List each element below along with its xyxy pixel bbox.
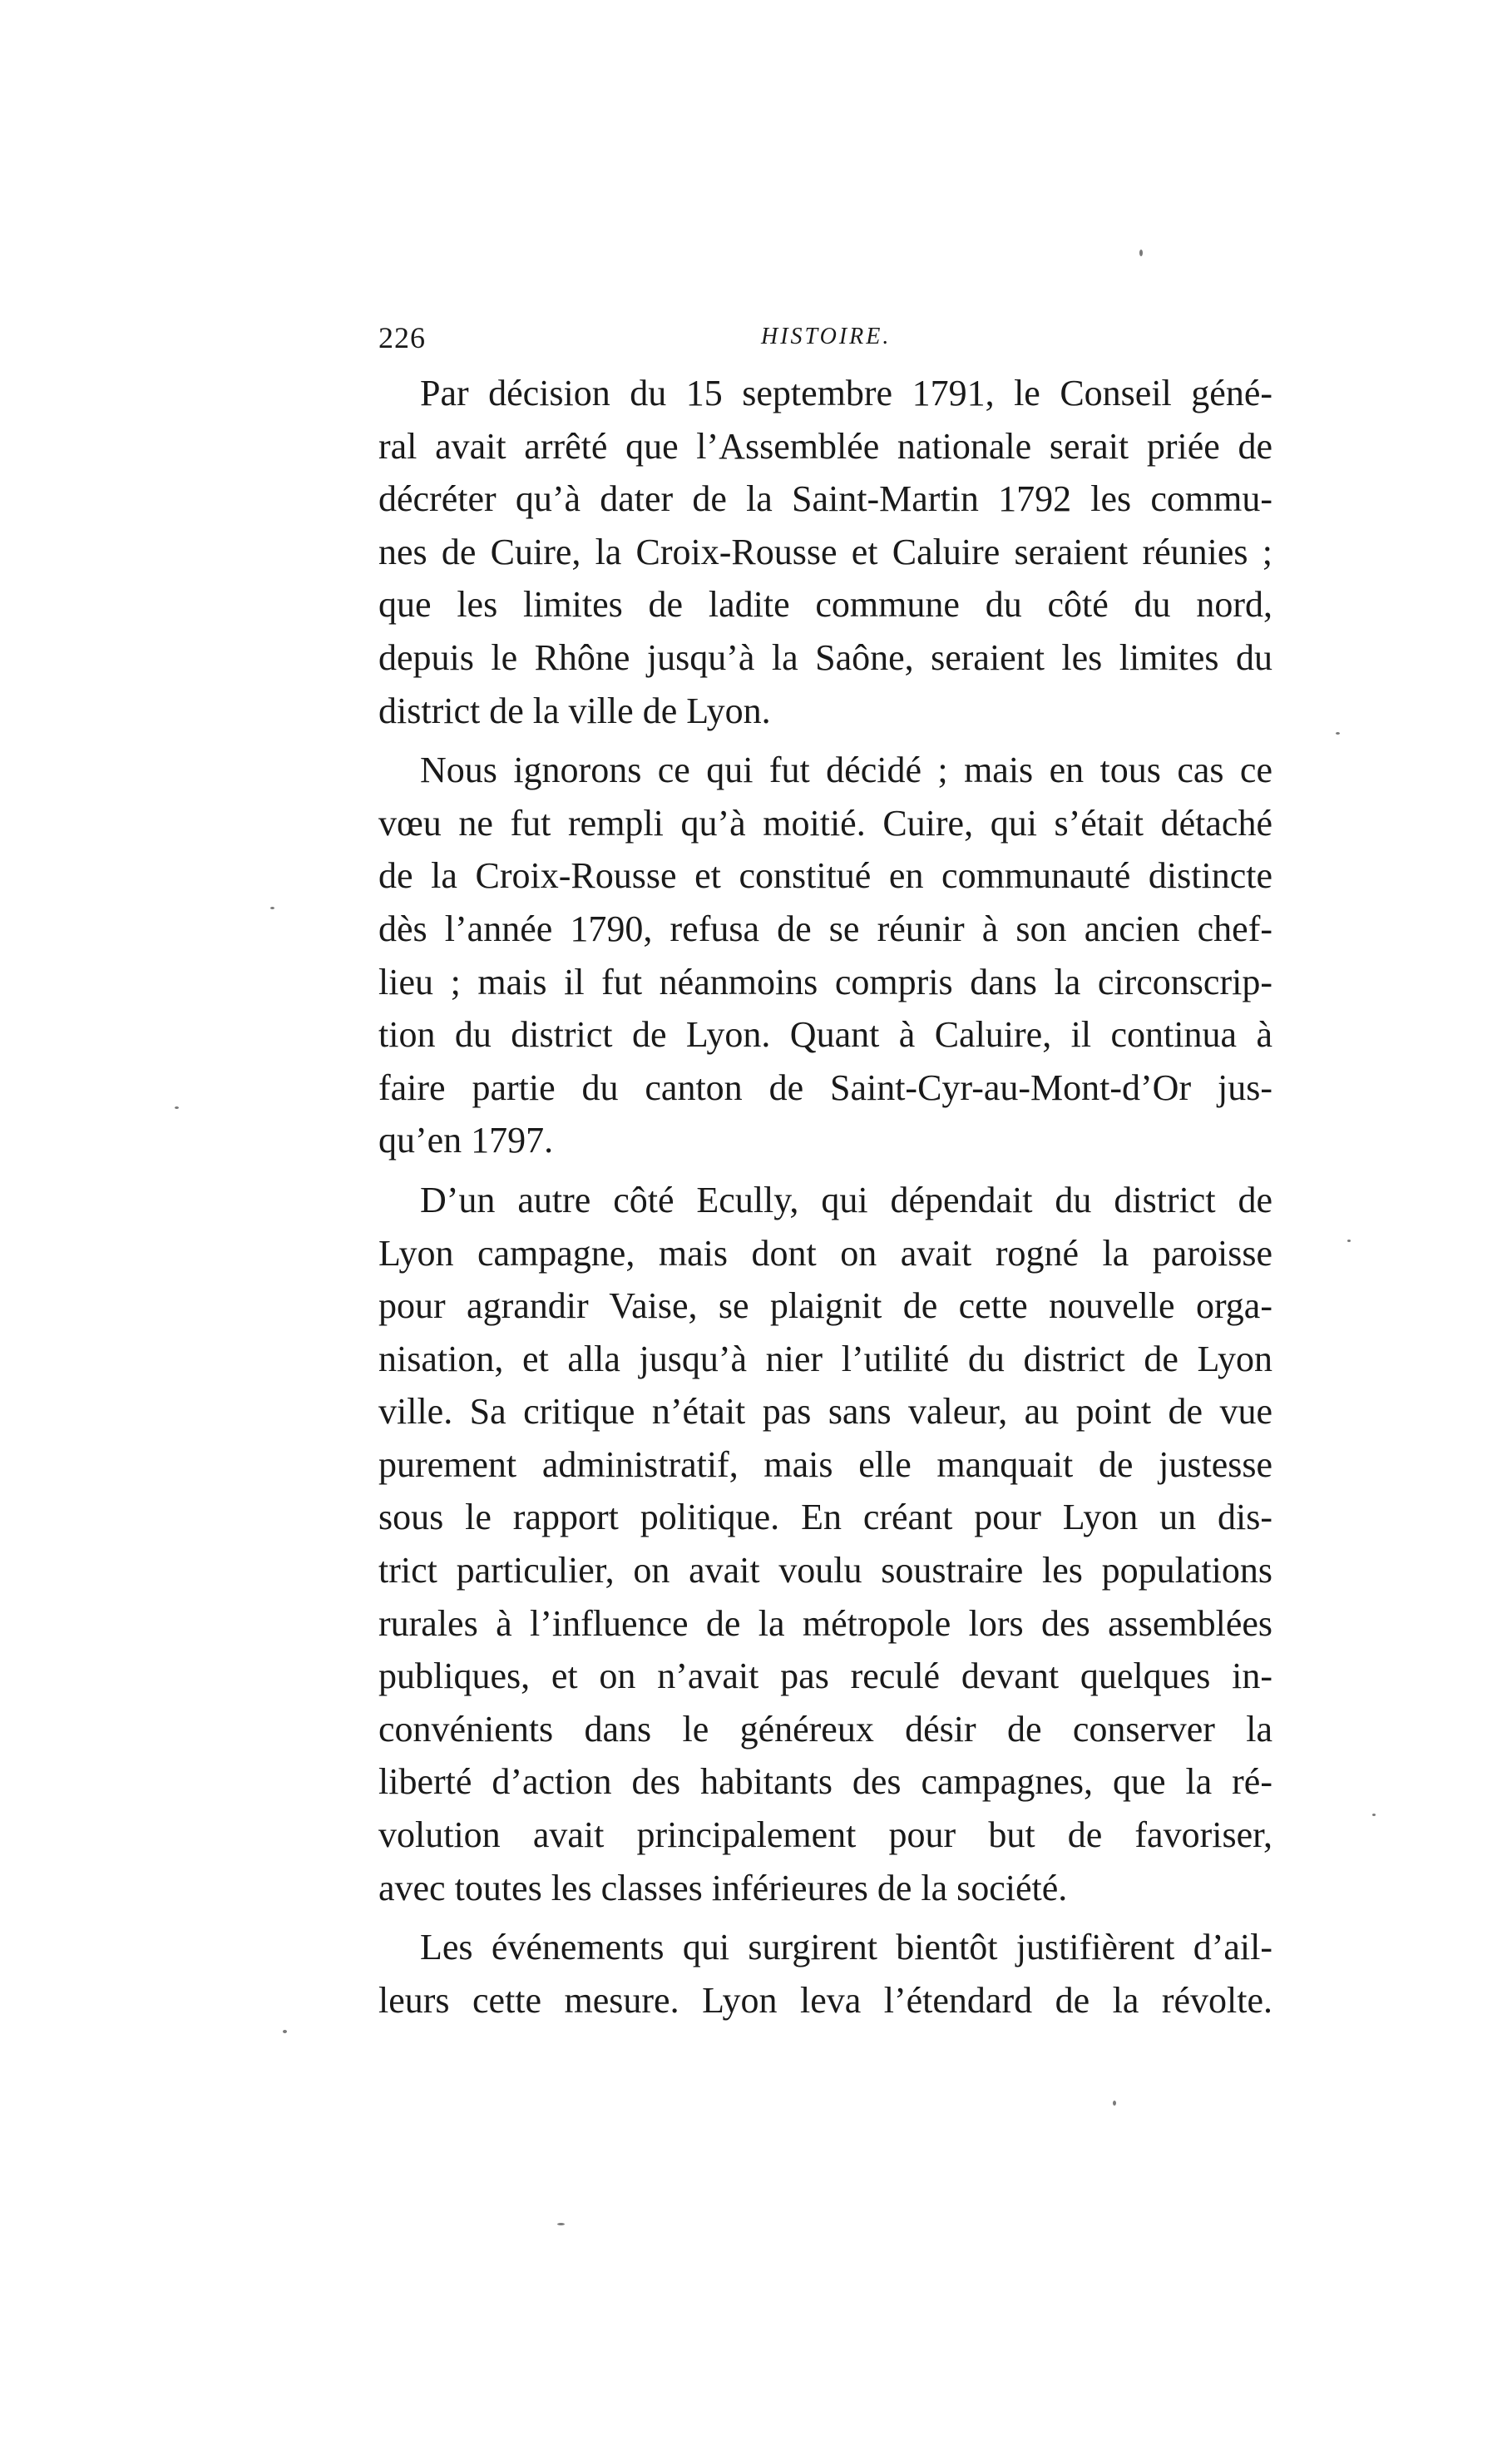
text-line: liberté d’action des habitants des campagnes, que la ré- [378, 1761, 1272, 1803]
text-line: tion du district de Lyon. Quant à Caluire, il continua à [378, 1014, 1272, 1056]
text-line: purement administratif, mais elle manquait de justesse [378, 1443, 1272, 1485]
page-number: 226 [378, 321, 426, 354]
text-line: pour agrandir Vaise, se plaignit de cette nouvelle orga- [378, 1285, 1272, 1327]
text-line: Par décision du 15 septembre 1791, le Conseil géné- [420, 373, 1272, 413]
body-text [378, 367, 1272, 2027]
text-line: avec toutes les classes inférieures de la société. [378, 1867, 1068, 1908]
text-line: faire partie du canton de Saint-Cyr-au-Mont-d’Or jus- [378, 1067, 1272, 1108]
text-line: vœu ne fut rempli qu’à moitié. Cuire, qui s’était détaché [378, 802, 1272, 844]
text-line: convénients dans le généreux désir de conserver la [378, 1708, 1272, 1750]
text-line: ral avait arrêté que l’Assemblée nationale serait priée de [378, 425, 1272, 467]
text-line: district de la ville de Lyon. [378, 690, 771, 731]
text-line: ville. Sa critique n’était pas sans valeur, au point de vue [378, 1391, 1272, 1433]
text-line: que les limites de ladite commune du côté du nord, [378, 584, 1272, 626]
paragraph-2 [378, 744, 1272, 1167]
text-line: volution avait principalement pour but de favoriser, [378, 1814, 1272, 1856]
text-line: publiques, et on n’avait pas reculé devant quelques in- [378, 1656, 1272, 1697]
text-line: de la Croix-Rousse et constitué en communauté distincte [378, 855, 1272, 897]
text-line: nisation, et alla jusqu’à nier l’utilité du district de Lyon [378, 1338, 1272, 1379]
text-line: qu’en 1797. [378, 1120, 554, 1161]
text-line: Nous ignorons ce qui fut décidé ; mais en tous cas ce [420, 750, 1272, 791]
text-line: D’un autre côté Ecully, qui dépendait du district de [420, 1179, 1272, 1220]
text-line: nes de Cuire, la Croix-Rousse et Caluire seraient réunies ; [378, 531, 1272, 572]
running-head [378, 320, 1272, 362]
text-line: Les événements qui surgirent bientôt justifièrent d’ail- [420, 1927, 1272, 1968]
text-line: sous le rapport politique. En créant pour Lyon un dis- [378, 1497, 1272, 1538]
running-title: HISTOIRE. [761, 324, 892, 349]
text-line: dès l’année 1790, refusa de se réunir à son ancien chef- [378, 908, 1272, 949]
text-line: rurales à l’influence de la métropole lors des assemblées [378, 1602, 1272, 1644]
text-line: trict particulier, on avait voulu soustraire les populations [378, 1550, 1272, 1591]
paragraph-1 [378, 367, 1272, 737]
paragraph-3 [378, 1174, 1272, 1914]
paragraph-4 [378, 1921, 1272, 2027]
text-line: Lyon campagne, mais dont on avait rogné la paroisse [378, 1232, 1272, 1274]
text-line: depuis le Rhône jusqu’à la Saône, seraient les limites du [378, 636, 1272, 678]
text-line: leurs cette mesure. Lyon leva l’étendard de la révolte. [378, 1979, 1272, 2021]
text-line: décréter qu’à dater de la Saint-Martin 1792 les commu- [378, 478, 1272, 520]
text-line: lieu ; mais il fut néanmoins compris dans la circonscrip- [378, 961, 1272, 1002]
